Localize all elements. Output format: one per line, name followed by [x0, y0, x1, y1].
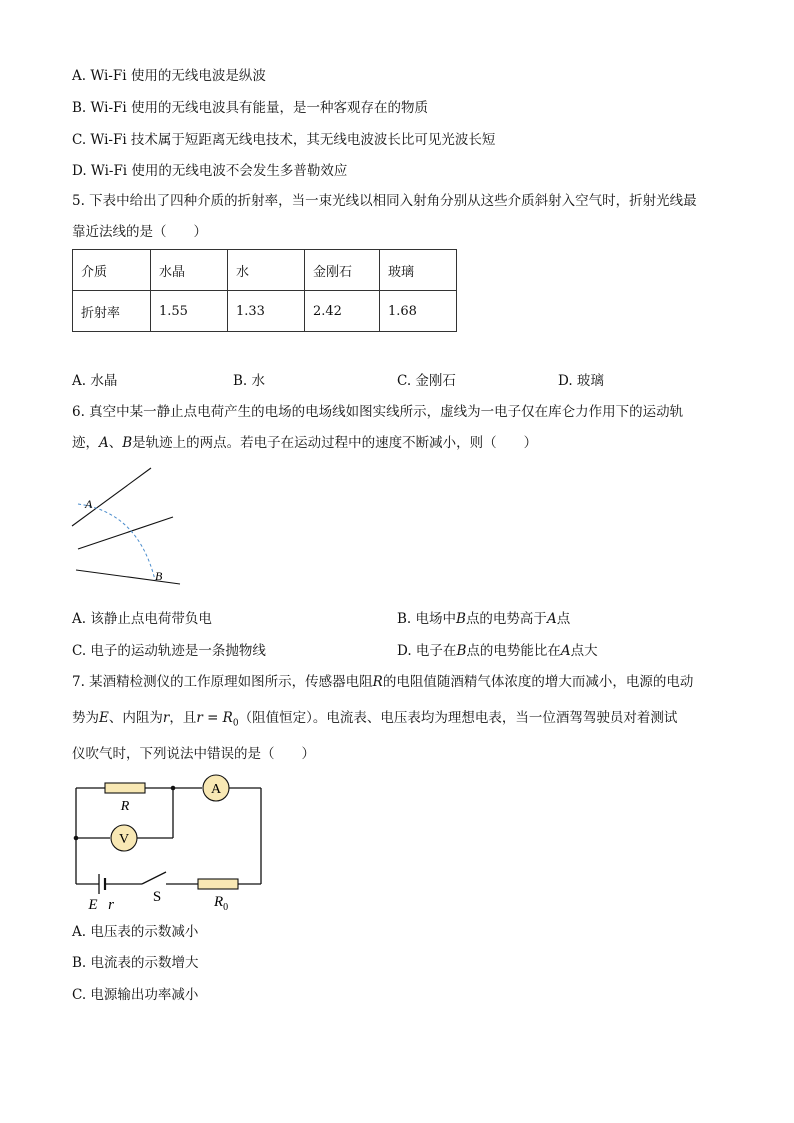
- point-a-label: A: [546, 611, 557, 627]
- table-cell: 1.68: [380, 291, 457, 332]
- r0-subscript: 0: [223, 902, 229, 912]
- q4-option-a: A. Wi-Fi 使用的无线电波是纵波: [72, 68, 266, 84]
- separator: 、: [108, 435, 123, 451]
- voltmeter-label: V: [118, 832, 130, 847]
- q6-option-b: [397, 609, 570, 629]
- point-b-label: B: [456, 643, 467, 659]
- point-a-label: A: [99, 435, 109, 451]
- q5-option-c: C. 金刚石: [397, 373, 456, 389]
- option-text: B. 电场中: [397, 611, 457, 627]
- q7-option-c: C. 电源输出功率减小: [72, 987, 199, 1003]
- table-header-row: [73, 250, 457, 291]
- q7-stem-text: 、内阻为: [108, 710, 163, 726]
- table-cell: 介质: [73, 250, 151, 291]
- q6-option-a: A. 该静止点电荷带负电: [72, 611, 212, 627]
- q7-stem-text: 势为: [72, 710, 99, 726]
- option-text: 点: [556, 611, 571, 627]
- q5-stem-line2: 靠近法线的是（ ）: [72, 224, 207, 240]
- field-line-2: [78, 517, 173, 549]
- table-cell: 2.42: [305, 291, 380, 332]
- table-cell: 1.55: [151, 291, 228, 332]
- table-cell: 水: [228, 250, 305, 291]
- resistor-r-symbol: R: [372, 674, 383, 690]
- table-cell: 玻璃: [380, 250, 457, 291]
- q5-option-b: B. 水: [233, 373, 266, 389]
- point-b-label: B: [456, 611, 466, 627]
- switch-s: [142, 872, 166, 884]
- q7-stem-text: ，且: [169, 710, 197, 726]
- circuit-diagram: [70, 772, 270, 912]
- option-text: 点的电势能比在: [466, 643, 561, 659]
- q4-option-b: B. Wi-Fi 使用的无线电波具有能量，是一种客观存在的物质: [72, 100, 428, 116]
- q6-stem-text: 迹，: [72, 435, 99, 451]
- refractive-index-table: [72, 249, 457, 332]
- q6-option-c: C. 电子的运动轨迹是一条抛物线: [72, 643, 266, 659]
- q5-option-a: A. 水晶: [72, 373, 118, 389]
- emf-label: E: [88, 897, 98, 912]
- q6-option-d: [397, 641, 598, 661]
- table-cell: 金刚石: [305, 250, 380, 291]
- electron-trajectory: [78, 504, 155, 580]
- resistor-r-label: R: [120, 799, 130, 814]
- q7-stem-text: （阻值恒定）。电流表、电压表均为理想电表，当一位酒驾驾驶员对着测试: [238, 710, 678, 726]
- option-text: 点的电势高于: [465, 611, 547, 627]
- q4-option-c: C. Wi-Fi 技术属于短距离无线电技术，其无线电波波长比可见光波长短: [72, 132, 496, 148]
- internal-resistance-label: r: [108, 897, 114, 912]
- q7-stem-line2: [72, 708, 677, 734]
- option-text: D. 电子在: [397, 643, 457, 659]
- resistor-r0: [198, 879, 238, 889]
- point-a-label: A: [560, 643, 571, 659]
- subscript: 0: [232, 718, 239, 729]
- table-cell: 水晶: [151, 250, 228, 291]
- table-cell: 1.33: [228, 291, 305, 332]
- q7-option-a: A. 电压表的示数减小: [72, 924, 199, 940]
- q4-option-d: D. Wi-Fi 使用的无线电波不会发生多普勒效应: [72, 163, 348, 179]
- resistor-r0-label: [213, 894, 228, 912]
- point-b-label: B: [122, 435, 133, 451]
- field-line-3: [76, 570, 180, 584]
- electric-field-figure: [68, 462, 188, 587]
- table-cell: 折射率: [73, 291, 151, 332]
- r0-symbol: R: [214, 894, 224, 910]
- table-row: [73, 291, 457, 332]
- q7-stem-line3: 仪吹气时，下列说法中错误的是（ ）: [72, 746, 315, 762]
- figure-label-b: B: [155, 569, 163, 583]
- resistor-r: [105, 783, 145, 793]
- internal-resistance-symbol: r: [162, 710, 170, 726]
- field-line-1: [72, 468, 151, 526]
- emf-symbol: E: [99, 710, 109, 726]
- q5-option-d: D. 玻璃: [558, 373, 604, 389]
- q6-stem-line2: [72, 433, 537, 453]
- q7-stem-text: 7. 某酒精检测仪的工作原理如图所示，传感器电阻: [72, 674, 373, 690]
- q6-stem-line1: 6. 真空中某一静止点电荷产生的电场的电场线如图实线所示，虚线为一电子仅在库仑力作用下的运动轨: [72, 404, 684, 420]
- q7-option-b: B. 电流表的示数增大: [72, 955, 199, 971]
- equation: r = R: [196, 710, 233, 726]
- ammeter-label: A: [210, 782, 222, 797]
- switch-label: S: [152, 889, 162, 905]
- figure-label-a: A: [85, 497, 93, 511]
- q5-stem-line1: 5. 下表中给出了四种介质的折射率，当一束光线以相同入射角分别从这些介质斜射入空气时，折射光线最: [72, 193, 697, 209]
- q7-stem-text: 的电阻值随酒精气体浓度的增大而减小，电源的电动: [382, 674, 694, 690]
- option-text: 点大: [570, 643, 598, 659]
- q6-stem-text: 是轨迹上的两点。若电子在运动过程中的速度不断减小，则（ ）: [132, 435, 538, 451]
- q7-stem-line1: [72, 672, 693, 692]
